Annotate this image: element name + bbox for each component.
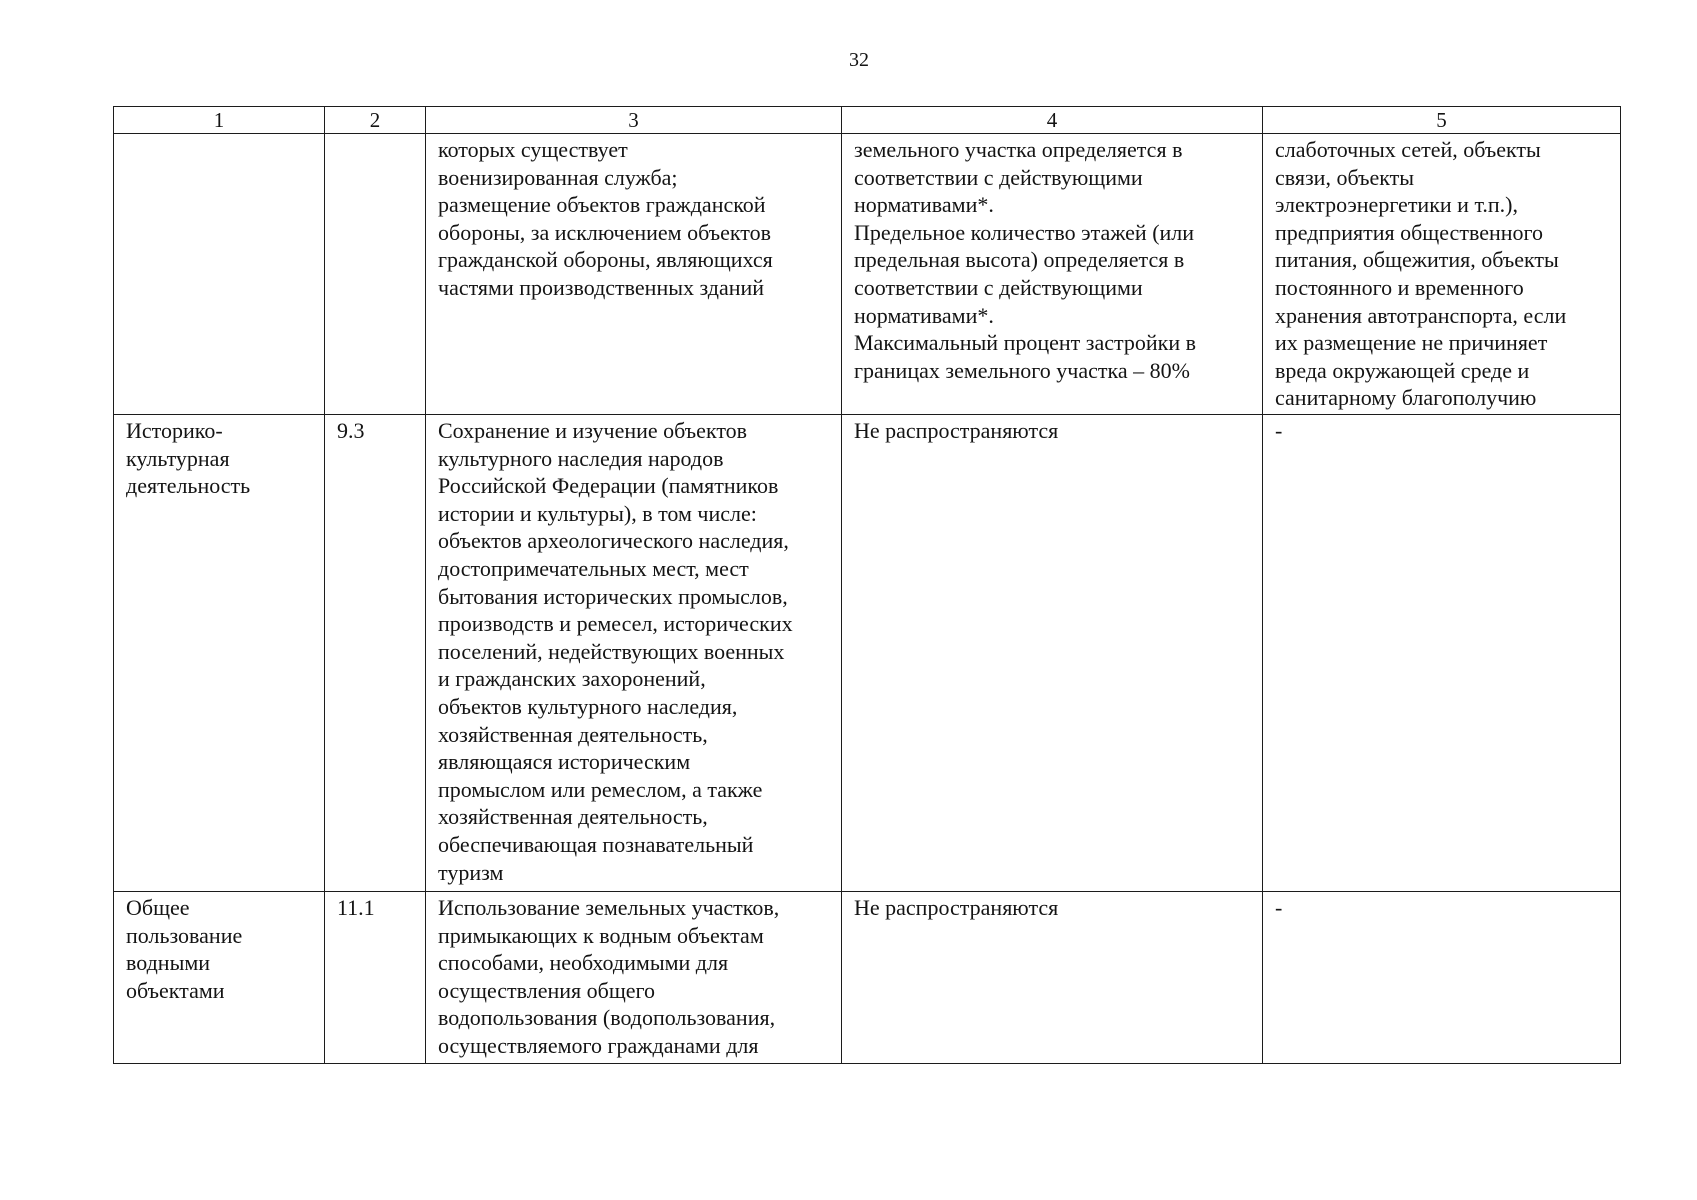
cell-line: их размещение не причиняет	[1275, 330, 1548, 356]
cell-r3-c3	[426, 892, 842, 1064]
cell-line: Не распространяются	[854, 895, 1059, 920]
cell-line: культурного наследия народов	[438, 445, 724, 471]
cell-line: Не распространяются	[854, 418, 1059, 443]
cell-line: размещение объектов гражданской	[438, 192, 766, 218]
cell-line: питания, общежития, объекты	[1275, 247, 1559, 273]
header-cell-1: 1	[114, 107, 325, 134]
cell-line: Предельное количество этажей (или	[854, 219, 1195, 245]
cell-line: -	[1275, 418, 1283, 443]
table-row	[114, 892, 1621, 1064]
cell-r3-c5	[1263, 892, 1621, 1064]
cell-line: Использование земельных участков,	[438, 895, 780, 920]
cell-line: пользование	[126, 922, 243, 948]
cell-line: производств и ремесел, исторических	[438, 611, 793, 637]
cell-line: примыкающих к водным объектам	[438, 922, 764, 948]
cell-r2-c5	[1263, 415, 1621, 892]
cell-r3-c4	[842, 892, 1263, 1064]
cell-r2-c2	[325, 415, 426, 892]
cell-line: объектов археологического наследия,	[438, 528, 789, 554]
cell-line: земельного участка определяется в	[854, 137, 1183, 162]
cell-line: границах земельного участка – 80%	[854, 357, 1190, 383]
cell-line: водными	[126, 950, 211, 976]
cell-r1-c1	[114, 134, 325, 415]
cell-line: 9.3	[337, 418, 365, 443]
cell-line: осуществления общего	[438, 977, 656, 1003]
cell-line: -	[1275, 895, 1283, 920]
cell-line: частями производственных зданий	[438, 274, 765, 300]
page-number: 32	[849, 49, 869, 71]
cell-line: способами, необходимыми для	[438, 950, 729, 976]
table-row	[114, 415, 1621, 892]
cell-line: хозяйственная деятельность,	[438, 804, 708, 830]
cell-r1-c3	[426, 134, 842, 415]
header-cell-3: 3	[426, 107, 842, 134]
cell-line: обеспечивающая познавательный	[438, 831, 754, 857]
cell-r3-c1	[114, 892, 325, 1064]
cell-line: 11.1	[337, 895, 375, 920]
cell-line: Историко-	[126, 418, 223, 443]
cell-line: хранения автотранспорта, если	[1275, 302, 1567, 328]
cell-line: Общее	[126, 895, 190, 920]
cell-line: Российской Федерации (памятников	[438, 473, 779, 499]
cell-line: нормативами*.	[854, 302, 994, 328]
cell-line: бытования исторических промыслов,	[438, 583, 788, 609]
cell-line: водопользования (водопользования,	[438, 1005, 776, 1031]
zoning-table	[113, 106, 1621, 1064]
cell-line: объектами	[126, 977, 225, 1003]
cell-r2-c4	[842, 415, 1263, 892]
cell-r3-c2	[325, 892, 426, 1064]
cell-line: поселений, недействующих военных	[438, 638, 785, 664]
cell-r2-c3	[426, 415, 842, 892]
cell-line: промыслом или ремеслом, а также	[438, 776, 763, 802]
cell-line: военизированная служба;	[438, 164, 678, 190]
cell-line: Максимальный процент застройки в	[854, 330, 1196, 356]
cell-line: связи, объекты	[1275, 164, 1415, 190]
cell-line: которых существует	[438, 137, 628, 162]
cell-line: предельная высота) определяется в	[854, 247, 1185, 273]
header-cell-5: 5	[1263, 107, 1621, 134]
cell-line: хозяйственная деятельность,	[438, 721, 708, 747]
cell-line: истории и культуры), в том числе:	[438, 500, 757, 526]
cell-line: и гражданских захоронений,	[438, 666, 706, 692]
cell-r1-c5	[1263, 134, 1621, 415]
table-row	[114, 134, 1621, 415]
cell-line: культурная	[126, 445, 230, 471]
header-cell-4: 4	[842, 107, 1263, 134]
cell-line: объектов культурного наследия,	[438, 693, 738, 719]
cell-r1-c4	[842, 134, 1263, 415]
header-cell-2: 2	[325, 107, 426, 134]
cell-line: вреда окружающей среде и	[1275, 357, 1530, 383]
table-header-row	[114, 107, 1621, 134]
cell-line: достопримечательных мест, мест	[438, 555, 749, 581]
cell-line: гражданской обороны, являющихся	[438, 247, 773, 273]
cell-line: постоянного и временного	[1275, 274, 1524, 300]
cell-line: туризм	[438, 859, 504, 885]
cell-line: Сохранение и изучение объектов	[438, 418, 748, 443]
cell-line: нормативами*.	[854, 192, 994, 218]
cell-line: обороны, за исключением объектов	[438, 219, 771, 245]
cell-r1-c2	[325, 134, 426, 415]
cell-line: являющаяся историческим	[438, 749, 691, 775]
cell-line: электроэнергетики и т.п.),	[1275, 192, 1518, 218]
cell-line: слаботочных сетей, объекты	[1275, 137, 1541, 162]
cell-line: санитарному благополучию	[1275, 385, 1537, 411]
cell-line: деятельность	[126, 473, 251, 499]
cell-line: осуществляемого гражданами для	[438, 1032, 759, 1058]
cell-r2-c1	[114, 415, 325, 892]
cell-line: соответствии с действующими	[854, 164, 1143, 190]
cell-line: соответствии с действующими	[854, 274, 1143, 300]
cell-line: предприятия общественного	[1275, 219, 1543, 245]
